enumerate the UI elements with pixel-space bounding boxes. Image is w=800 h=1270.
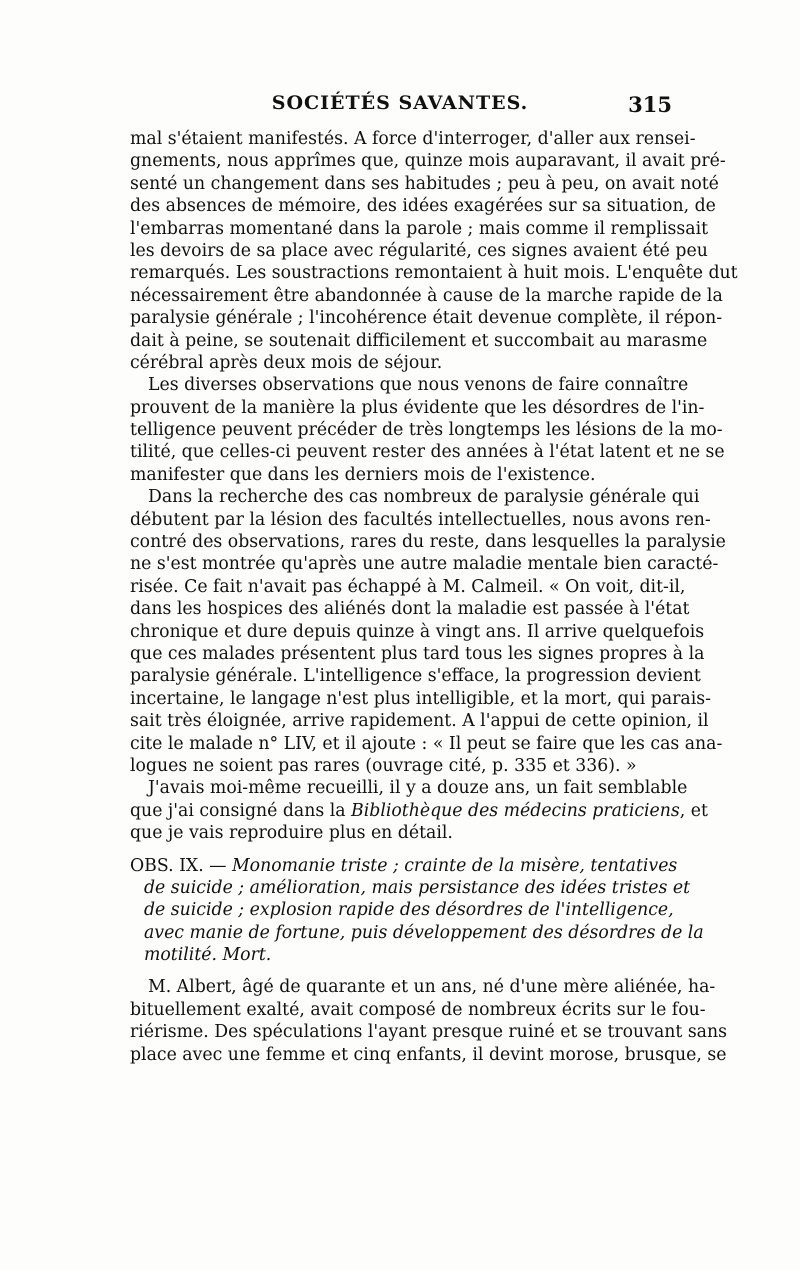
text-line: que ces malades présentent plus tard tous les signes propres à la bbox=[130, 643, 705, 664]
text-line: gnements, nous apprîmes que, quinze mois auparavant, il avait pré- bbox=[130, 151, 726, 172]
text-line: des absences de mémoire, des idées exagérées sur sa situation, de bbox=[130, 196, 716, 217]
text-line: sait très éloignée, arrive rapidement. A l'appui de cette opinion, il bbox=[130, 711, 709, 732]
observation-title: Monomanie triste ; crainte de la misère, tentatives bbox=[226, 855, 678, 876]
text-segment: que j'ai consigné dans la bbox=[130, 800, 352, 821]
text-line: senté un changement dans ses habitudes ; peu à peu, on avait noté bbox=[130, 173, 719, 194]
text-line: bituellement exalté, avait composé de nombreux écrits sur le fou- bbox=[130, 999, 706, 1020]
text-line: avec manie de fortune, puis développement des désordres de la bbox=[144, 922, 704, 943]
text-line: telligence peuvent précéder de très longtemps les lésions de la mo- bbox=[130, 420, 723, 441]
text-line: risée. Ce fait n'avait pas échappé à M. Calmeil. « On voit, dit-il, bbox=[130, 576, 686, 597]
text-line: que je vais reproduire plus en détail. bbox=[130, 823, 453, 844]
text-line bbox=[130, 855, 678, 877]
section-gap bbox=[130, 966, 671, 976]
text-line: M. Albert, âgé de quarante et un ans, né d'une mère aliénée, ha- bbox=[148, 977, 716, 998]
section-gap bbox=[130, 845, 671, 855]
text-line: prouvent de la manière la plus évidente que les désordres de l'in- bbox=[130, 397, 705, 418]
body-text bbox=[130, 128, 738, 1066]
text-line: Les diverses observations que nous venons de faire connaître bbox=[148, 375, 689, 396]
page-number: 315 bbox=[628, 92, 672, 117]
text-line: paralysie générale. L'intelligence s'efface, la progression devient bbox=[130, 666, 701, 687]
text-line: paralysie générale ; l'incohérence était devenue complète, il répon- bbox=[130, 308, 723, 329]
text-line: dans les hospices des aliénés dont la maladie est passée à l'état bbox=[130, 599, 690, 620]
text-line: motilité. Mort. bbox=[144, 945, 272, 966]
text-line: débutent par la lésion des facultés intellectuelles, nous avons ren- bbox=[130, 509, 711, 530]
running-title: SOCIÉTÉS SAVANTES. bbox=[271, 92, 529, 114]
paragraph-1 bbox=[130, 128, 738, 374]
text-line: cite le malade n° LIV, et il ajoute : « Il peut se faire que les cas ana- bbox=[130, 733, 723, 754]
text-line: l'embarras momentané dans la parole ; mais comme il remplissait bbox=[130, 218, 709, 239]
text-line: logues ne soient pas rares (ouvrage cité, p. 335 et 336). » bbox=[130, 755, 637, 776]
text-line: de suicide ; explosion rapide des désordres de l'intelligence, bbox=[144, 900, 674, 921]
text-line: incertaine, le langage n'est plus intelligible, et la mort, qui parais- bbox=[130, 688, 711, 709]
text-line: dait à peine, se soutenait difficilement et succombait au marasme bbox=[130, 330, 708, 351]
text-line: cérébral après deux mois de séjour. bbox=[130, 352, 443, 373]
paragraph-5 bbox=[130, 976, 727, 1066]
observation-heading bbox=[130, 855, 704, 967]
text-line: nécessairement être abandonnée à cause de la marche rapide de la bbox=[130, 285, 723, 306]
text-line: mal s'étaient manifestés. A force d'interroger, d'aller aux rensei- bbox=[130, 129, 696, 149]
text-line: chronique et dure depuis quinze à vingt ans. Il arrive quelquefois bbox=[130, 621, 705, 642]
running-head bbox=[128, 92, 672, 122]
text-line: place avec une femme et cinq enfants, il devint morose, brusque, se bbox=[130, 1044, 727, 1065]
text-line bbox=[130, 800, 708, 822]
book-title: Bibliothèque des médecins praticiens bbox=[351, 800, 680, 821]
paragraph-2 bbox=[130, 374, 725, 486]
text-line: ne s'est montrée qu'après une autre maladie mentale bien caracté- bbox=[130, 554, 719, 575]
text-line: Dans la recherche des cas nombreux de paralysie générale qui bbox=[148, 487, 700, 508]
text-line: de suicide ; amélioration, mais persistance des idées tristes et bbox=[144, 877, 691, 898]
paragraph-3 bbox=[130, 486, 726, 777]
text-line: riérisme. Des spéculations l'ayant presque ruiné et se trouvant sans bbox=[130, 1022, 727, 1043]
text-line: remarqués. Les soustractions remontaient à huit mois. L'enquête dut bbox=[130, 263, 738, 284]
text-line: contré des observations, rares du reste, dans lesquelles la paralysie bbox=[130, 532, 726, 553]
observation-label: OBS. IX. — bbox=[130, 855, 227, 876]
text-segment: , et bbox=[679, 800, 708, 821]
text-line: les devoirs de sa place avec régularité, ces signes avaient été peu bbox=[130, 240, 708, 261]
text-line: manifester que dans les derniers mois de l'existence. bbox=[130, 464, 596, 485]
paragraph-4 bbox=[130, 777, 708, 844]
text-line: tilité, que celles-ci peuvent rester des années à l'état latent et ne se bbox=[130, 442, 725, 463]
text-line: J'avais moi-même recueilli, il y a douze ans, un fait semblable bbox=[148, 778, 688, 799]
